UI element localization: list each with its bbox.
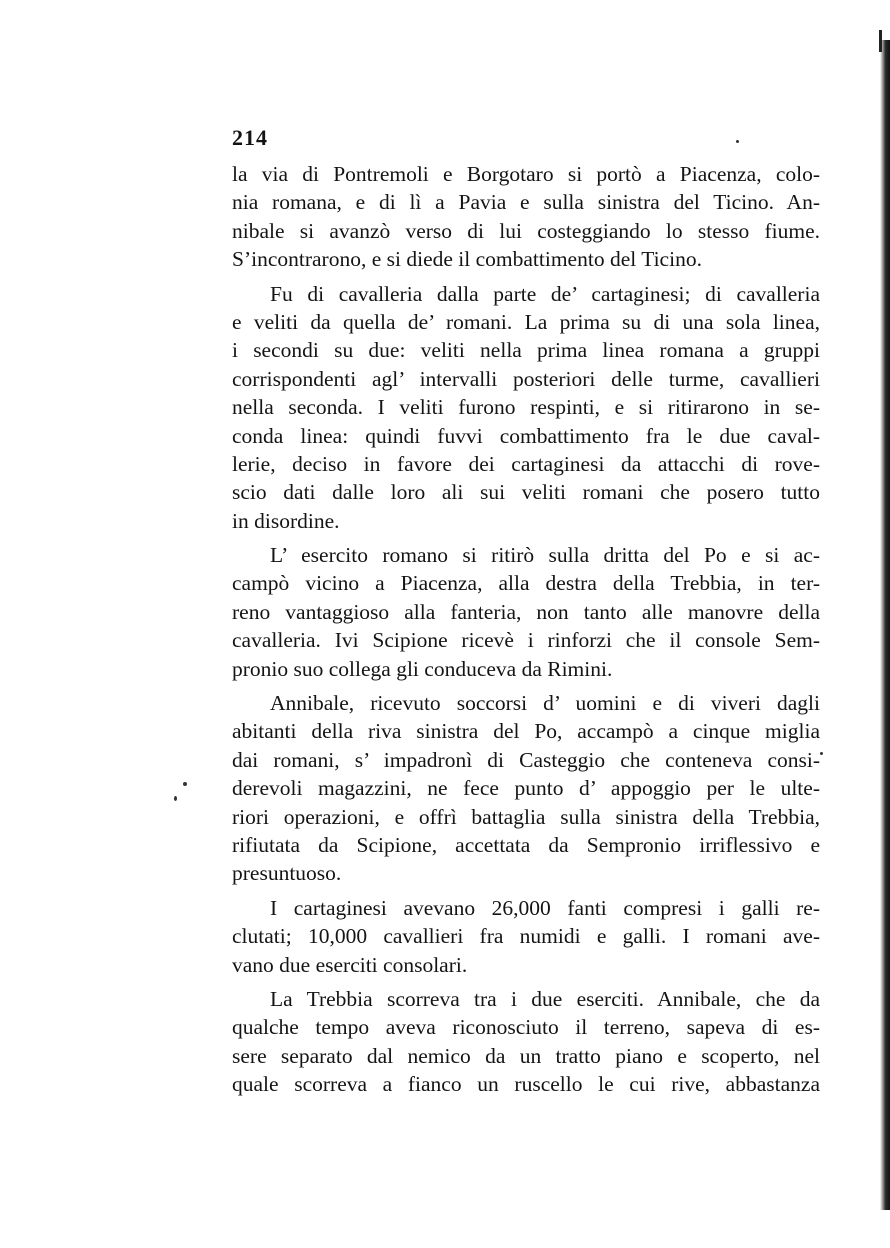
print-speck [183,782,187,786]
text-line: I cartaginesi avevano 26,000 fanti compresi i galli re- [270,895,820,920]
paragraph [232,280,820,536]
text-line: abitanti della riva sinistra del Po, accampò a cinque miglia [232,719,820,744]
page-edge-mark [879,30,882,52]
text-line: lerie, deciso in favore dei cartaginesi da attacchi di rove- [232,451,820,476]
text-line: Fu di cavalleria dalla parte de’ cartaginesi; di cavalleria [270,281,820,306]
text-line: S’incontrarono, e si diede il combattimento del Ticino. [232,247,702,272]
page-edge-shadow [880,40,890,1210]
text-line: nella seconda. I veliti furono respinti, e si ritirarono in se- [232,395,820,420]
text-line: vano due eserciti consolari. [232,952,468,977]
print-speck [820,752,823,755]
page-number: 214 [232,125,268,150]
text-line: riori operazioni, e offrì battaglia sulla sinistra della Trebbia, [232,804,820,829]
text-line: Annibale, ricevuto soccorsi d’ uomini e di viveri dagli [270,691,820,716]
text-line: L’ esercito romano si ritirò sulla dritta del Po e si ac- [270,543,820,568]
text-line: La Trebbia scorreva tra i due eserciti. Annibale, che da [270,986,820,1011]
paragraph [232,894,820,979]
text-line: dai romani, s’ impadronì di Casteggio che conteneva consi- [232,747,820,772]
text-line: e veliti da quella de’ romani. La prima su di una sola linea, [232,309,820,334]
text-line: presuntuoso. [232,861,342,886]
text-line: pronio suo collega gli conduceva da Rimini. [232,656,613,681]
text-line: reno vantaggioso alla fanteria, non tanto alle manovre della [232,599,820,624]
text-line: i secondi su due: veliti nella prima linea romana a gruppi [232,338,820,363]
paragraph [232,541,820,683]
text-line: cavalleria. Ivi Scipione ricevè i rinforzi che il console Sem- [232,628,820,653]
body-text [232,160,820,1099]
paragraph [232,689,820,888]
text-line: nibale si avanzò verso di lui costeggiando lo stesso fiume. [232,218,820,243]
text-line: in disordine. [232,508,340,533]
text-line: corrispondenti agl’ intervalli posteriori delle turme, cavallieri [232,366,820,391]
text-line: la via di Pontremoli e Borgotaro si portò a Piacenza, colo- [232,162,820,186]
text-line: clutati; 10,000 cavallieri fra numidi e galli. I romani ave- [232,924,820,949]
paragraph [232,160,820,274]
text-line: scio dati dalle loro ali sui veliti romani che posero tutto [232,480,820,505]
text-line: rifiutata da Scipione, accettata da Sempronio irriflessivo e [232,832,820,857]
print-speck [174,796,177,801]
text-line: derevoli magazzini, ne fece punto d’ appoggio per le ulte- [232,776,820,801]
text-line: qualche tempo aveva riconosciuto il terreno, sapeva di es- [232,1015,820,1040]
text-line: campò vicino a Piacenza, alla destra della Trebbia, in ter- [232,571,820,596]
text-line: conda linea: quindi fuvvi combattimento fra le due caval- [232,423,820,448]
paragraph [232,985,820,1099]
text-line: nia romana, e di lì a Pavia e sulla sinistra del Ticino. An- [232,190,820,215]
text-line: sere separato dal nemico da un tratto piano e scoperto, nel [232,1043,820,1068]
text-line: quale scorreva a fianco un ruscello le cui rive, abbastanza [232,1072,820,1097]
print-speck [736,140,739,143]
